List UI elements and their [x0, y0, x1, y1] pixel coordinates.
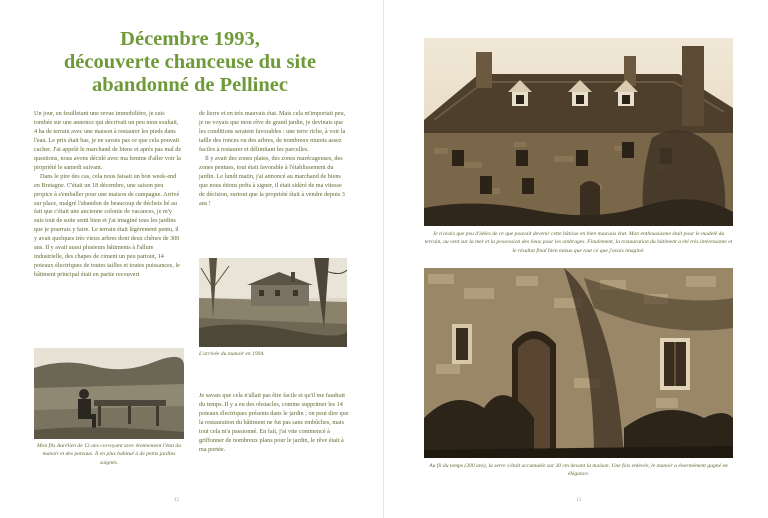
paragraph: Un jour, en feuilletant une revue immobilière, je suis tombée sur une annonce qui décrivait un peu mon souhait, 4 ha de terrain avec une maison à restaurer les pieds dans l'eau. Le prix était bas, je ne savais pas ce que cela pouvait cacher. J'ai appelé le marchand de biens et après pas mal de questions, nous avons décidé avec ma femme d'aller voir la propriété le samedi suivant. — [34, 110, 182, 171]
title-line-1: Décembre 1993, — [120, 28, 260, 50]
text-column-1 — [34, 110, 182, 280]
text-column-2 — [199, 110, 349, 208]
caption-bench-photo: Mon fils Aurélien de 13 ans corvoyant avec étonnement l'état du manoir et des poteaux. Il en plus habitué à de petits jardins soignés. — [36, 443, 181, 466]
photo-stone-doorway — [424, 268, 733, 458]
title-line-2: découverte chanceuse du site — [63, 51, 317, 73]
right-page — [384, 0, 768, 518]
text-column-2-lower — [199, 392, 349, 455]
photo-manoir-1994 — [199, 258, 347, 347]
paragraph: Je savais que cela n'allait pas être facile et qu'il me faudrait du temps. Il y a eu des obstacles, comme supprimer les 14 poteaux électriques présents dans le jardin ; on peut dire que la restauration du bâtiment ne fut pas sans embûches, mais tout cela m'a passionné. En fait, j'ai vite commencé à griffonner de nombreux plans pour le jardin, le rêve était à ma portée. — [199, 392, 349, 453]
paragraph: Il y avait des zones plates, des zones marécageuses, des zones pentues, tout était favorable à l'établissement du jardin. Le lundi matin, j'ai annoncé au marchand de biens que nous étions prêts à signer, il était sidéré de ma vitesse de décision, surtout que la propriété était à vendre depuis 3 ans ! — [199, 154, 345, 207]
paragraph: de lierre et en très mauvais état. Mais cela m'importait peu, je ne voyais que mon rêve de grand jardin, je devinais que les conditions seraient favorables : une terre riche, à voir la taille des ronces ou des arbres, de nombreux murets assez faciles à restaurer et délimitant les parcelles. — [199, 110, 346, 153]
photo-boy-on-bench — [34, 348, 184, 439]
page-number-right: 13 — [576, 498, 581, 503]
page-number-left: 12 — [174, 498, 179, 503]
caption-manor-facade: Je n'avais que peu d'idées de ce que pouvait devenir cette bâtisse en bien mauvais état. Mon enthousiasme était pour le modelé du terrain, au vent sur la mer et la possession des lieux pour les ombrages. Finalement, la restauration du bâtiment a été très intéressante et le résultat final bien mieux que tout ce que j'avais imaginé. — [424, 231, 733, 254]
page-title — [30, 28, 350, 97]
paragraph: Dans le pire des cas, cela nous faisait un bon week-end en Bretagne. C'était un 18 décembre, une saison peu propice à s'emballer pour une maison de campagne. Arrivé sur place, malgré l'abandon de beaucoup de déchets lié au fait que c'était une ancienne colonie de vacances, je m'y suis tout de suite senti bien et j'ai imaginé tous les jardins que je pourrais y faire. Le terrain était légèrement pentu, il y avait quelques très vieux arbres dont deux chênes de 300 ans. Il y avait aussi plusieurs bâtiments à l'allure industrielle, des chapes de ciment un peu partout, 14 poteaux électriques de toutes tailles et toutes puissances, le bâtiment principal était en partie recouvert — [34, 172, 180, 279]
caption-manoir-1994: L'arrivée du manoir en 1994. — [199, 351, 265, 357]
caption-stone-doorway: Au fil du temps (300 ans), la serre s'était accumulée sur 30 cm devant la maison. Une fois enlevée, le manoir a énormément gagné en élégance. — [429, 463, 728, 478]
title-line-3: abandonné de Pellinec — [92, 74, 288, 96]
photo-manor-facade — [424, 38, 733, 226]
